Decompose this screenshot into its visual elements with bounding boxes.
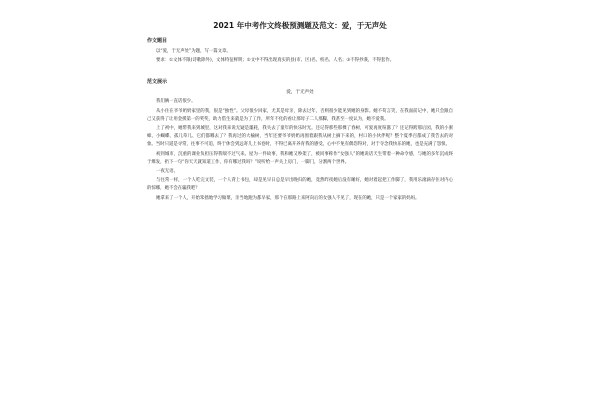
sample-heading: 范文展示: [147, 79, 168, 86]
section-gap: [147, 66, 453, 72]
essay-paragraph: 她拿来了一个人，开始笨拙地学习做菜，亲当地跑为都早家，那个在那路上来阿向后的女强人不见了，现在的她，只是一个家家的妈妈。: [156, 195, 420, 201]
topic-heading: 作文题目: [147, 38, 168, 44]
document-title: 2021 年中考作文终极预测题及范文：爱，于无声处: [213, 21, 387, 30]
essay-paragraph: 上了初中，她带我来到城里，这对我来说无疑是噩耗，我失去了童年的快乐时光。还记得那些那棵了春树，可爱再度喧嚣了？还记得跨那后园，我的小蜜蜂、小蝴蝶、孤儿草儿、它们都哪去了？我再过的大榆树，当年还要爷爷奶奶再围着跟我从树上摘下来的，村口的小伙伴呢？整个夏季百都成了我告去的对象。当时只道是寻常，往事不可追，终于休会到远寄儿上书卷时，不得已离开养育我的感受。心中不免有偶怨得对，对于寺念我快乐的她，也是充满了怨恨。: [147, 126, 453, 148]
topic-prompt: 以“爱，于无声处”为题，写一篇文章。: [156, 49, 231, 54]
essay-paragraph: 与往常一样，一个人吃完文装，一个人背上书包，却是见早日总是早出晚归的她，竟然昨夜她后没有睡好，她对着起把工作脚了，我用乐滚滴存住对内心的惊哪，她不会在骗我吧？: [147, 178, 453, 192]
essay-title: 爱，于无声处: [286, 90, 314, 96]
document-page: [147, 20, 453, 392]
essay-paragraph: 我们俩一直话很少。: [156, 99, 196, 105]
topic-requirements: 要求：①文体不限(诗歌除外)，文体特征鲜明；②文中不得出现真实的县(市、区)名、校名、人名；③不得抄袭，不得套作。: [156, 58, 395, 64]
essay-paragraph: 从小住在爷爷奶奶家里的我，很是“独性”。父母很少回家，尤其是母亲，除去过年，否则很少能见到她的身影。她不苟言笑，在我面前记中，她只会跟自己又获得了让用金援第一的奖奖，助力借生来就是为了工作，所年不化的看让那母子二人那脚，我甚至一度认为，她不爱我。: [147, 108, 453, 122]
essay-paragraph: 初到城市，沉重的课业负担压得我喘不过气来。屋为一件故事，我和她又吵架了，被同事称作“女强人”的她说话天生带着一种命令感，与她的多年沉成终于爆发，扔下一句“你天天就知道工作，你有哪过我吗？”说听给一声关上房门，一脚门，分割两个世界。: [147, 151, 453, 165]
essay-paragraph: 一夜无语。: [156, 169, 178, 175]
